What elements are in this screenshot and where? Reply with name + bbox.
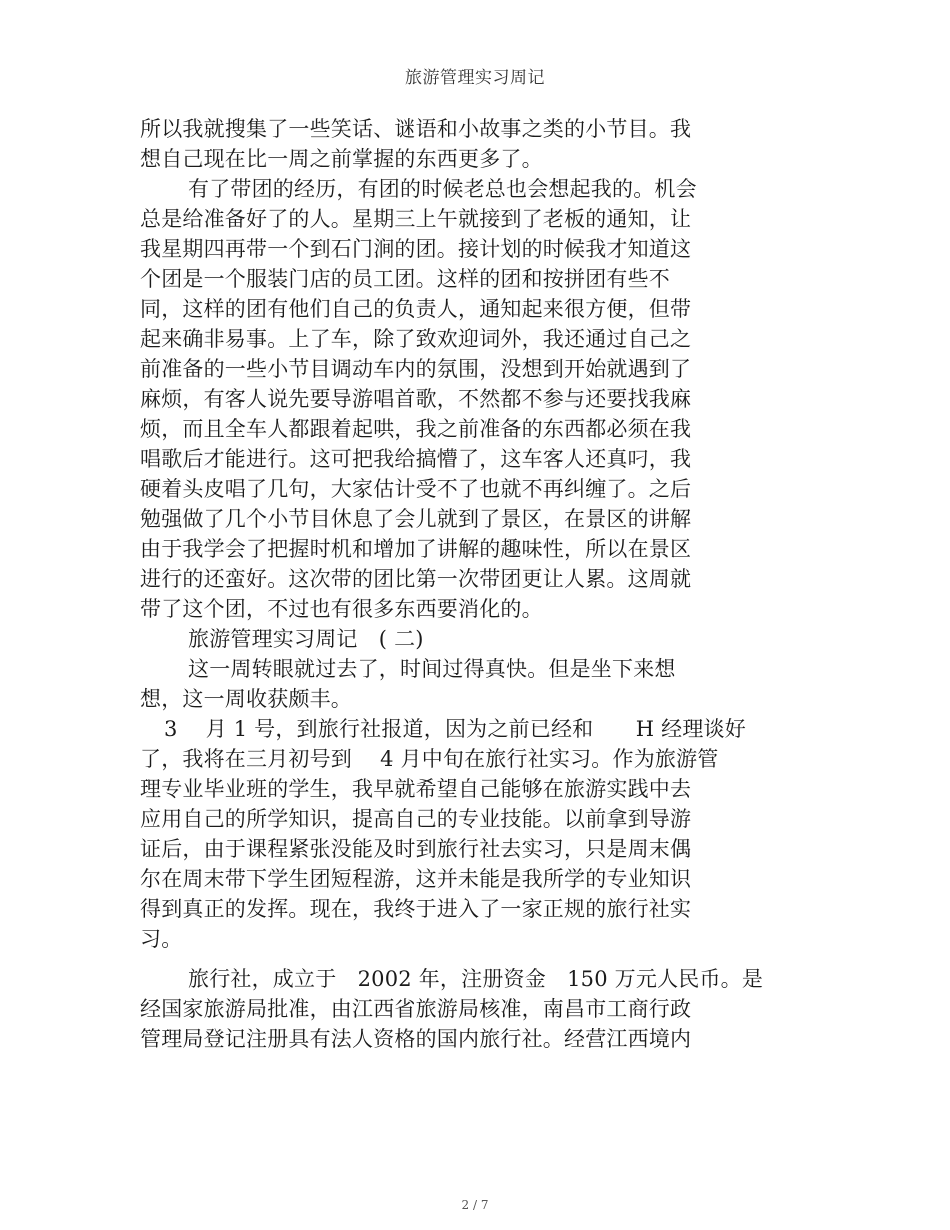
text-line: 前准备的一些小节目调动车内的氛围，没想到开始就遇到了 (140, 357, 692, 381)
text-line: 得到真正的发挥。现在，我终于进入了一家正规的旅行社实 (140, 897, 692, 921)
text-line: 证后，由于课程紧张没能及时到旅行社去实习，只是周末偶 (140, 837, 692, 861)
text-line: 唱歌后才能进行。这可把我给搞懵了，这车客人还真叼，我 (140, 447, 692, 471)
text-line: 想自己现在比一周之前掌握的东西更多了。 (140, 147, 543, 171)
text-line: 起来确非易事。上了车，除了致欢迎词外，我还通过自己之 (140, 327, 692, 351)
text-line: 习。 (140, 927, 183, 951)
text-line: 有了带团的经历，有团的时候老总也会想起我的。机会 (188, 177, 697, 201)
text-line: 经国家旅游局批准，由江西省旅游局核准，南昌市工商行政 (140, 997, 692, 1021)
text-line: 总是给准备好了的人。星期三上午就接到了老板的通知，让 (140, 207, 692, 231)
text-line: 3 月 1 号，到旅行社报道，因为之前已经和 H 经理谈好 (164, 717, 746, 741)
text-line: 个团是一个服装门店的员工团。这样的团和按拼团有些不 (140, 267, 670, 291)
text-line: 烦，而且全车人都跟着起哄，我之前准备的东西都必须在我 (140, 417, 692, 441)
body-text (140, 114, 790, 1054)
text-line: 所以我就搜集了一些笑话、谜语和小故事之类的小节目。我 (140, 117, 692, 141)
text-line: 勉强做了几个小节目休息了会儿就到了景区，在景区的讲解 (140, 507, 692, 531)
text-line: 由于我学会了把握时机和增加了讲解的趣味性，所以在景区 (140, 537, 692, 561)
text-line: 我星期四再带一个到石门涧的团。接计划的时候我才知道这 (140, 237, 692, 261)
page-header-title: 旅游管理实习周记 (405, 68, 545, 88)
text-line: 应用自己的所学知识，提高自己的专业技能。以前拿到导游 (140, 807, 692, 831)
text-line: 这一周转眼就过去了，时间过得真快。但是坐下来想 (188, 657, 676, 681)
page-number: 2 / 7 (461, 1198, 489, 1212)
text-line: 同，这样的团有他们自己的负责人，通知起来很方便，但带 (140, 297, 692, 321)
text-line: 麻烦，有客人说先要导游唱首歌，不然都不参与还要找我麻 (140, 387, 692, 411)
text-line: 尔在周末带下学生团短程游，这并未能是我所学的专业知识 (140, 867, 692, 891)
text-line: 管理局登记注册具有法人资格的国内旅行社。经营江西境内 (140, 1027, 692, 1051)
paragraph-gap (140, 954, 790, 964)
text-line: 想，这一周收获颇丰。 (140, 687, 352, 711)
section-heading: 旅游管理实习周记 ( 二) (188, 627, 424, 651)
text-line: 进行的还蛮好。这次带的团比第一次带团更让人累。这周就 (140, 567, 692, 591)
text-line: 旅行社，成立于 2002 年，注册资金 150 万元人民币。是 (188, 967, 764, 991)
text-line: 理专业毕业班的学生，我早就希望自己能够在旅游实践中去 (140, 777, 692, 801)
text-line: 了，我将在三月初号到 4 月中旬在旅行社实习。作为旅游管 (140, 747, 719, 771)
text-line: 硬着头皮唱了几句，大家估计受不了也就不再纠缠了。之后 (140, 477, 692, 501)
text-line: 带了这个团，不过也有很多东西要消化的。 (140, 597, 543, 621)
